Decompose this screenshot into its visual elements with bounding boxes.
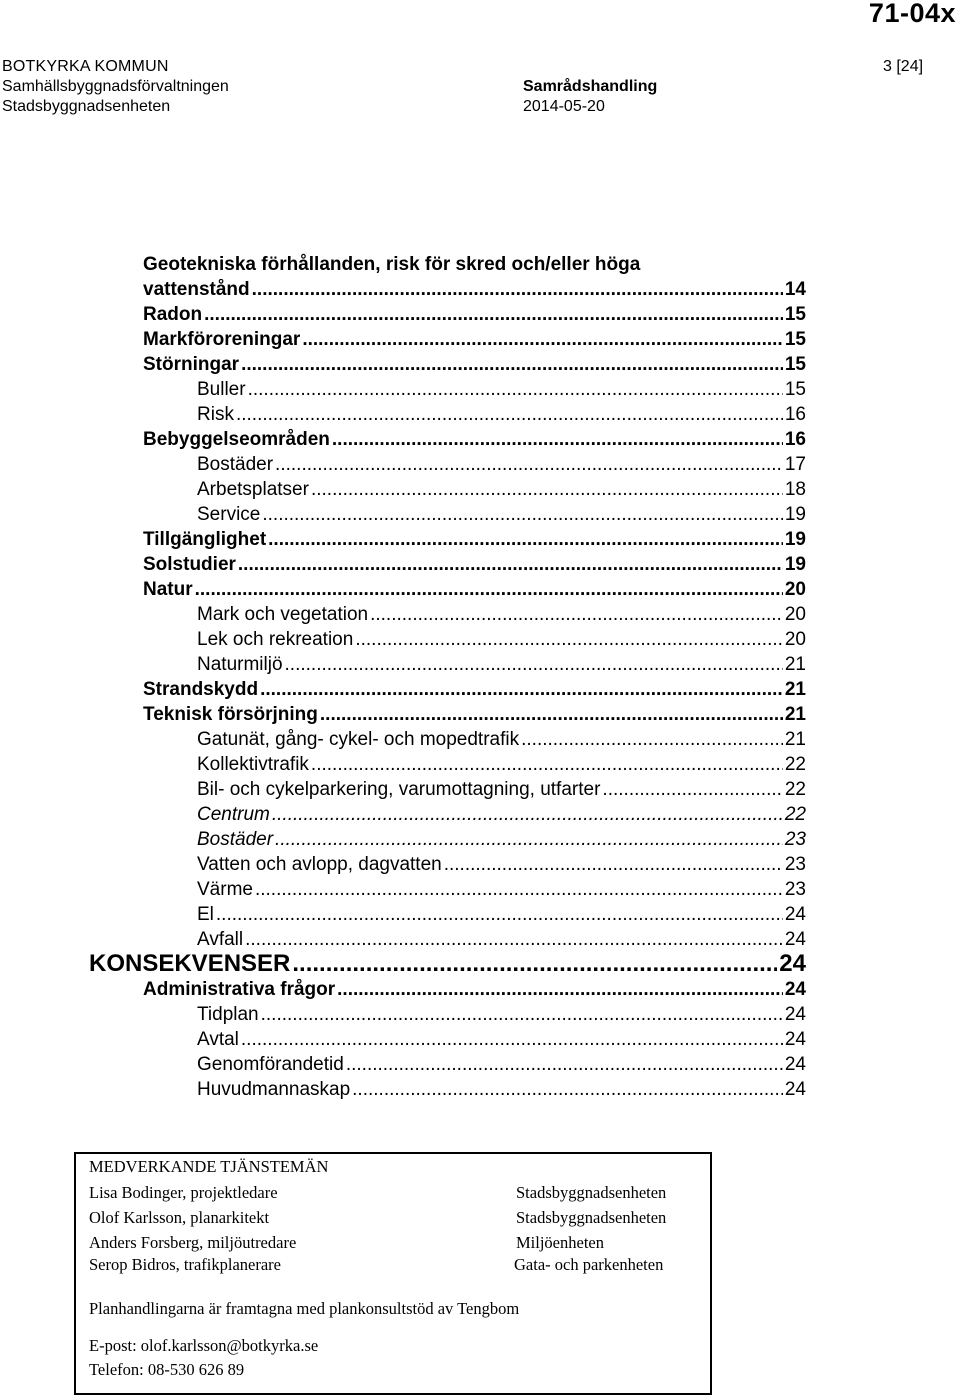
toc-entry[interactable]	[197, 629, 806, 651]
toc-entry-label: Teknisk försörjning	[143, 704, 318, 725]
toc-entry-label: Arbetsplatser	[197, 479, 309, 500]
toc-entry-label: Kollektivtrafik	[197, 754, 309, 775]
toc-entry-label: Service	[197, 504, 261, 525]
toc-entry-page: 15	[784, 304, 806, 325]
toc-dot-leader	[602, 779, 782, 801]
toc-dot-leader	[352, 1079, 783, 1101]
toc-entry-label: Bostäder	[197, 829, 274, 850]
staff-name: Serop Bidros, trafikplanerare	[89, 1255, 281, 1274]
contact-email: E-post: olof.karlsson@botkyrka.se	[89, 1336, 319, 1355]
toc-dot-leader	[260, 679, 783, 701]
toc-entry-page: 23	[784, 829, 806, 850]
toc-dot-leader	[285, 654, 783, 676]
toc-entry-label: Buller	[197, 379, 246, 400]
toc-entry-label: Bostäder	[197, 454, 274, 475]
toc-entry-label: Risk	[197, 404, 234, 425]
toc-entry[interactable]	[197, 804, 806, 826]
toc-dot-leader	[275, 454, 783, 476]
toc-entry[interactable]	[143, 704, 806, 726]
toc-entry-label: Vatten och avlopp, dagvatten	[197, 854, 442, 875]
toc-entry-page: 24	[784, 1054, 806, 1075]
toc-dot-leader	[332, 429, 783, 451]
toc-entry-page: 18	[784, 479, 806, 500]
toc-entry[interactable]	[197, 779, 806, 801]
toc-entry-page: 24	[779, 950, 806, 977]
toc-entry[interactable]	[197, 404, 806, 426]
staff-info-box	[74, 1152, 712, 1395]
toc-entry-label: vattenstånd	[143, 279, 250, 300]
staff-unit: Gata- och parkenheten	[514, 1255, 664, 1274]
toc-entry-page: 20	[784, 629, 806, 650]
toc-dot-leader	[302, 329, 783, 351]
toc-entry-page: 17	[784, 454, 806, 475]
toc-entry-page: 24	[784, 929, 806, 950]
toc-entry[interactable]	[197, 604, 806, 626]
toc-entry-page: 24	[784, 979, 806, 1000]
toc-entry-label: El	[197, 904, 214, 925]
toc-entry[interactable]	[197, 754, 806, 776]
toc-entry-label: Mark och vegetation	[197, 604, 369, 625]
toc-entry-label: Tidplan	[197, 1004, 259, 1025]
toc-dot-leader	[245, 929, 783, 951]
toc-dot-leader	[337, 979, 783, 1001]
toc-entry-label: Naturmiljö	[197, 654, 283, 675]
toc-dot-leader	[268, 529, 783, 551]
toc-entry-label: Huvudmannaskap	[197, 1079, 351, 1100]
toc-dot-leader	[275, 829, 783, 851]
toc-entry-page: 24	[784, 904, 806, 925]
toc-entry-label: Avfall	[197, 929, 244, 950]
toc-entry[interactable]	[197, 829, 806, 851]
toc-entry[interactable]	[143, 579, 806, 601]
toc-entry[interactable]	[197, 879, 806, 901]
toc-entry-label: Avtal	[197, 1029, 239, 1050]
toc-entry-page: 24	[784, 1004, 806, 1025]
toc-entry-page: 24	[784, 1079, 806, 1100]
toc-entry-page: 22	[784, 754, 806, 775]
toc-entry-page: 21	[784, 729, 806, 750]
toc-entry-label: Tillgänglighet	[143, 529, 267, 550]
toc-entry[interactable]	[89, 950, 806, 978]
toc-entry[interactable]	[143, 329, 806, 351]
toc-entry[interactable]	[143, 529, 806, 551]
toc-dot-leader	[311, 754, 783, 776]
toc-entry-label: Centrum	[197, 804, 270, 825]
toc-entry-page: 23	[784, 854, 806, 875]
contact-phone: Telefon: 08-530 626 89	[89, 1360, 245, 1379]
toc-entry-label: Administrativa frågor	[143, 979, 336, 1000]
toc-entry[interactable]	[143, 679, 806, 701]
toc-entry-first-line: Geotekniska förhållanden, risk för skred och/eller höga	[143, 254, 641, 275]
document-id: 71-04x	[868, 0, 956, 28]
staff-heading: MEDVERKANDE TJÄNSTEMÄN	[89, 1157, 329, 1176]
toc-entry[interactable]	[197, 929, 806, 951]
toc-dot-leader	[238, 554, 783, 576]
toc-entry-label: Solstudier	[143, 554, 236, 575]
toc-entry-page: 15	[784, 354, 806, 375]
toc-dot-leader	[370, 604, 783, 626]
toc-dot-leader	[346, 1054, 783, 1076]
toc-dot-leader	[195, 579, 783, 601]
toc-entry-page: 15	[784, 379, 806, 400]
toc-entry-page: 16	[784, 429, 806, 450]
toc-entry-page: 19	[784, 504, 806, 525]
toc-entry[interactable]	[197, 654, 806, 676]
toc-entry-label: Radon	[143, 304, 203, 325]
toc-entry-page: 14	[784, 279, 806, 300]
toc-dot-leader	[216, 904, 783, 926]
toc-entry-label: Gatunät, gång- cykel- och mopedtrafik	[197, 729, 520, 750]
toc-entry-page: 15	[784, 329, 806, 350]
toc-dot-leader	[272, 804, 783, 826]
toc-entry[interactable]	[197, 479, 806, 501]
toc-entry-page: 16	[784, 404, 806, 425]
toc-entry-page: 21	[784, 704, 806, 725]
document-date: 2014-05-20	[523, 98, 605, 115]
toc-dot-leader	[236, 404, 783, 426]
toc-entry-page: 19	[784, 529, 806, 550]
toc-entry-page: 19	[784, 554, 806, 575]
toc-entry[interactable]	[143, 279, 806, 301]
staff-name: Anders Forsberg, miljöutredare	[89, 1233, 297, 1252]
toc-dot-leader	[311, 479, 783, 501]
toc-dot-leader	[241, 1029, 783, 1051]
toc-dot-leader	[255, 879, 783, 901]
document-type: Samrådshandling	[523, 78, 658, 95]
toc-entry-label: Värme	[197, 879, 253, 900]
toc-entry-label: KONSEKVENSER	[89, 950, 291, 977]
toc-entry[interactable]	[197, 504, 806, 526]
toc-entry-label: Strandskydd	[143, 679, 259, 700]
toc-dot-leader	[261, 1004, 783, 1026]
toc-entry-label: Störningar	[143, 354, 240, 375]
toc-entry-page: 20	[784, 604, 806, 625]
toc-entry-label: Bil- och cykelparkering, varumottagning, utfarter	[197, 779, 601, 800]
toc-dot-leader	[204, 304, 783, 326]
toc-entry[interactable]	[197, 1029, 806, 1051]
toc-dot-leader	[320, 704, 783, 726]
toc-entry[interactable]	[197, 1004, 806, 1026]
toc-dot-leader	[248, 379, 783, 401]
toc-entry[interactable]	[197, 454, 806, 476]
unit-name: Stadsbyggnadsenheten	[2, 98, 171, 115]
administration-name: Samhällsbyggnadsförvaltningen	[2, 78, 229, 95]
toc-entry-page: 22	[784, 804, 806, 825]
staff-name: Olof Karlsson, planarkitekt	[89, 1208, 270, 1227]
toc-entry[interactable]	[143, 429, 806, 451]
header-middle	[523, 77, 657, 117]
consultant-note: Planhandlingarna är framtagna med plankonsultstöd av Tengbom	[89, 1299, 520, 1318]
toc-entry-label: Genomförandetid	[197, 1054, 344, 1075]
staff-unit: Stadsbyggnadsenheten	[516, 1208, 667, 1227]
toc-entry[interactable]	[143, 554, 806, 576]
toc-entry-page: 23	[784, 879, 806, 900]
toc-entry-page: 20	[784, 579, 806, 600]
toc-dot-leader	[444, 854, 783, 876]
toc-entry[interactable]	[143, 354, 806, 376]
toc-entry[interactable]	[197, 854, 806, 876]
toc-entry[interactable]	[197, 1079, 806, 1101]
toc-entry-label: Markföroreningar	[143, 329, 301, 350]
toc-entry-page: 21	[784, 654, 806, 675]
page-number: 3 [24]	[883, 58, 924, 75]
toc-entry[interactable]	[197, 729, 806, 751]
toc-entry-label: Natur	[143, 579, 193, 600]
header-left	[2, 57, 229, 117]
organization-name: BOTKYRKA KOMMUN	[2, 58, 169, 75]
toc-dot-leader	[521, 729, 783, 751]
toc-entry-page: 21	[784, 679, 806, 700]
staff-unit: Stadsbyggnadsenheten	[516, 1183, 667, 1202]
toc-entry-label: Lek och rekreation	[197, 629, 354, 650]
toc-entry-page: 24	[784, 1029, 806, 1050]
toc-dot-leader	[355, 629, 783, 651]
toc-dot-leader	[292, 950, 777, 978]
toc-entry-page: 22	[784, 779, 806, 800]
toc-entry[interactable]	[143, 304, 806, 326]
staff-unit: Miljöenheten	[516, 1233, 604, 1252]
toc-dot-leader	[241, 354, 783, 376]
staff-name: Lisa Bodinger, projektledare	[89, 1183, 278, 1202]
toc-dot-leader	[262, 504, 783, 526]
toc-entry[interactable]	[143, 979, 806, 1001]
toc-entry-label: Bebyggelseområden	[143, 429, 330, 450]
toc-dot-leader	[252, 279, 783, 301]
toc-entry[interactable]	[197, 379, 806, 401]
toc-entry[interactable]	[197, 904, 806, 926]
toc-entry[interactable]	[197, 1054, 806, 1076]
